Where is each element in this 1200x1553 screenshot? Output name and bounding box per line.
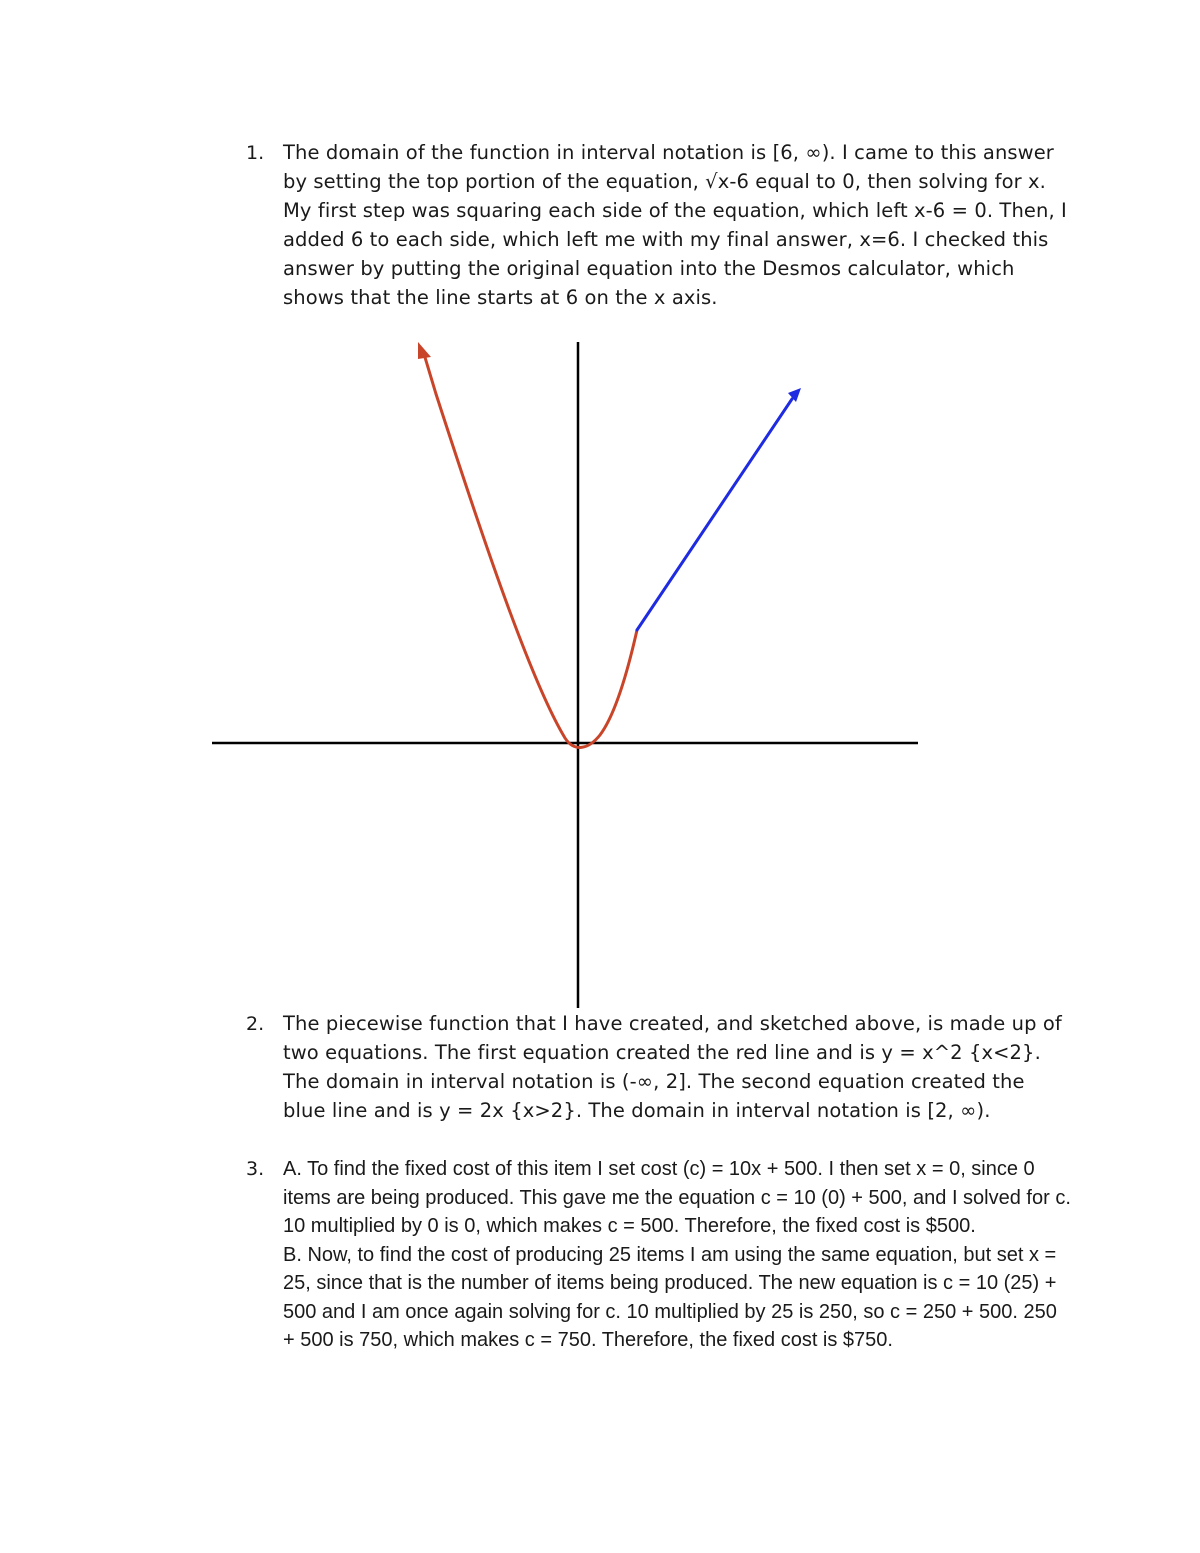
item-1-text: The domain of the function in interval notation is [6, ∞). I came to this answer by setting the top portion of the equation, √x-6 equal to 0, then solving for x. My first step was squaring each side of the equation, which left x-6 = 0. Then, I added 6 to each side, which left me with my final answer, x=6. I checked this answer by putting the original equation into the Desmos calculator, which shows that the line starts at 6 on the x axis. [283, 141, 1067, 309]
red-parabola-curve [436, 394, 637, 747]
item-2-number: 2. [246, 1013, 265, 1035]
red-curve-tail [424, 354, 436, 394]
item-2-text: The piecewise function that I have created, and sketched above, is made up of two equations. The first equation created the red line and is y = x^2 {x<2}. The domain in interval notation is (-∞, 2]. The second equation created the blue line and is y = 2x {x>2}. The domain in interval notation is [2, ∞). [283, 1012, 1062, 1122]
item-3-part-a: A. To find the fixed cost of this item I set cost (c) = 10x + 500. I then set x = 0, since 0 items are being produced. This gave me the equation c = 10 (0) + 500, and I solved for c. 10 multiplied by 0 is 0, which makes c = 500. Therefore, the fixed cost is $500. [283, 1158, 1071, 1237]
blue-line [637, 399, 792, 630]
item-3-part-b: B. Now, to find the cost of producing 25 items I am using the same equation, but set x = 25, since that is the number of items being produced. The new equation is c = 10 (25) + 500 and I am once again solving for c. 10 multiplied by 25 is 250, so c = 250 + 500. 250 + 500 is 750, which makes c = 750. Therefore, the fixed cost is $750. [283, 1243, 1057, 1351]
item-3-number: 3. [246, 1158, 265, 1180]
item-1-number: 1. [246, 142, 265, 164]
red-arrowhead [418, 342, 431, 359]
item-3-text [283, 1155, 1073, 1355]
